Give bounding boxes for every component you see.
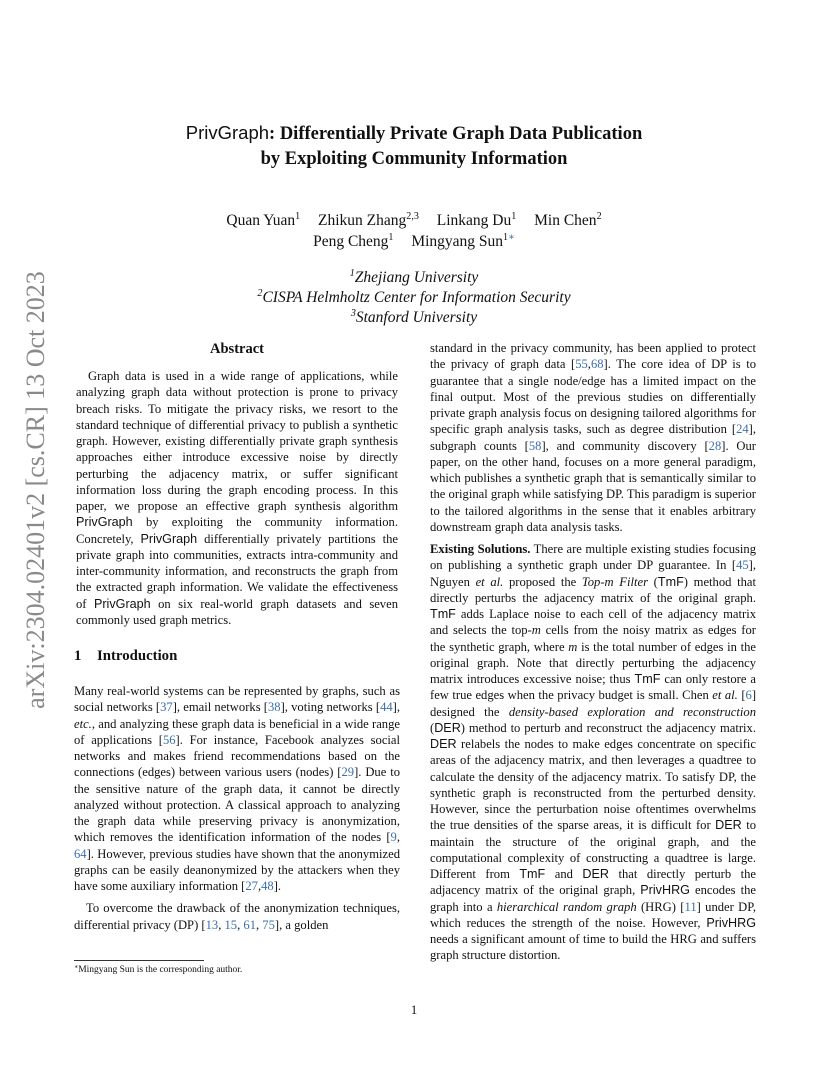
text-run: encodes the graph into a — [430, 883, 756, 914]
citation-link[interactable]: 38 — [267, 700, 281, 715]
section-number: 1 — [74, 648, 82, 664]
text-run: by exploiting the community information. Concretely, — [76, 515, 398, 546]
method-name: TmF — [519, 867, 546, 881]
method-name: TmF — [430, 607, 456, 621]
author-row-1 — [60, 210, 768, 231]
right-paragraph-1 — [430, 340, 756, 535]
text-run: ] under DP, which reduces the strength of the noise. However, — [430, 899, 757, 930]
author: Quan Yuan$^1$ — [226, 210, 301, 229]
emphasis-text: et al. — [712, 688, 738, 703]
author-row-2 — [60, 231, 768, 252]
text-run: , and analyzing these graph data is beneficial in a wide range of applications [ — [74, 716, 400, 747]
emphasis-text: hierarchical random graph — [496, 899, 637, 914]
text-run: , — [587, 357, 591, 372]
citation-link[interactable]: 64 — [74, 846, 87, 861]
text-run: can only restore a few true edges when the privacy budget is small. Chen — [430, 672, 756, 703]
text-run: , — [257, 879, 262, 893]
text-run: ], Nguyen — [430, 558, 756, 589]
method-name: PrivGraph — [93, 596, 151, 611]
text-run: , — [218, 917, 225, 932]
affiliation: $^2$CISPA Helmholtz Center for Information Security — [257, 287, 571, 306]
emphasis-text: etc. — [74, 716, 92, 731]
section-heading — [74, 647, 400, 665]
author: Linkang Du$^1$ — [436, 210, 517, 229]
citation-link[interactable]: 48 — [261, 879, 274, 893]
emphasis-text: et al. — [475, 574, 504, 589]
text-run: Graph data is used in a wide range of applications, while analyzing graph data without protection is prone to privacy breach risks. To mitigate the privacy risks, we resort to the standard technique of differential privacy to publish a synthetic graph. However, existing differentially private graph synthesis approaches either introduce excessive noise by directly perturbing the adjacency matrix, or suffer significant information loss during the graph encoding process. In this paper, we propose an effective graph synthesis algorithm — [76, 369, 398, 513]
text-run: ]. — [273, 879, 282, 893]
text-run: ) method that directly perturbs the adjacency matrix of the original graph. — [430, 574, 757, 605]
citation-link[interactable]: 44 — [380, 700, 393, 715]
method-name: TmF — [634, 672, 661, 686]
text-run: ], voting networks [ — [280, 700, 381, 715]
text-run: ( — [648, 574, 658, 589]
text-run: ], subgraph counts [ — [430, 422, 756, 453]
text-run: and — [545, 867, 583, 881]
arxiv-identifier-stamp: arXiv:2304.02401v2 [cs.CR] 13 Oct 2023 — [21, 271, 50, 709]
emphasis-text: m — [568, 639, 578, 654]
paper-title — [60, 120, 768, 172]
method-name: PrivHRG — [706, 915, 756, 930]
affiliation: $^1$Zhejiang University — [349, 267, 479, 286]
method-name: PrivGraph — [76, 515, 133, 530]
citation-link[interactable]: 6 — [745, 688, 752, 703]
citation-link[interactable]: 37 — [160, 700, 173, 715]
text-run: ] designed the — [430, 688, 757, 719]
emphasis-text: m — [531, 623, 541, 638]
text-run: ], a golden — [274, 917, 329, 932]
title-line-1 — [60, 120, 768, 147]
citation-link[interactable]: 61 — [243, 917, 256, 932]
method-name: DER — [582, 867, 609, 881]
author: Min Chen$^2$ — [534, 210, 602, 229]
text-run: ], and community discovery [ — [541, 438, 709, 453]
citation-link[interactable]: 11 — [684, 899, 697, 914]
text-run: adds Laplace noise to each cell of the adjacency matrix and selects the top- — [430, 607, 756, 638]
method-name: PrivHRG — [640, 883, 690, 898]
text-run: on six real-world graph datasets and seven commonly used graph metrics. — [76, 596, 398, 627]
text-run: ]. Our paper, on the other hand, focuses on a more general paradigm, which publishes a synthetic graph that is semantically similar to the original graph while satisfying DP. This paradigm is superior to the tailored algorithms in the sense that it enables arbitrary downstream graph data analysis tasks. — [430, 438, 756, 534]
text-run: that directly perturb the adjacency matrix of the original graph, — [430, 867, 756, 898]
title-line-2: by Exploiting Community Information — [260, 149, 568, 169]
title-system-name: PrivGraph — [185, 122, 270, 143]
citation-link[interactable]: 55 — [575, 357, 588, 372]
text-run: ]. The core idea of DP is to guarantee that a single node/edge has a limited impact on the final output. Most of the previous studies on differentially private graph analysis focus on designing tailored algorithms for specific graph analysis tasks, such as degree distribution [ — [430, 357, 756, 437]
method-name: DER — [434, 720, 461, 735]
right-column — [430, 340, 756, 964]
footnote-link[interactable]: ∗ — [508, 231, 515, 243]
author: Peng Cheng$^1$ — [313, 231, 394, 250]
affiliation: $^3$Stanford University — [350, 307, 478, 326]
existing-solutions-paragraph — [430, 541, 756, 964]
text-run: ], email networks [ — [172, 700, 268, 715]
citation-link[interactable]: 29 — [341, 765, 355, 780]
section-title: Introduction — [97, 648, 178, 664]
abstract-heading: Abstract — [210, 341, 264, 357]
citation-link[interactable]: 56 — [162, 732, 176, 747]
footnote-rule — [74, 960, 204, 961]
author: Zhikun Zhang$^{2,3}$ — [318, 210, 419, 229]
method-name: TmF — [657, 574, 684, 589]
text-run: ( — [430, 720, 435, 735]
emphasis-text: Top-m Filter — [581, 574, 648, 589]
text-run: proposed the — [503, 574, 582, 589]
citation-link[interactable]: 9 — [390, 830, 397, 845]
affiliation-list — [60, 268, 768, 328]
text-run: needs a significant amount of time to build the HRG and suffers graph structure distortion. — [430, 932, 756, 963]
author-list — [60, 210, 768, 252]
intro-paragraph-2 — [74, 900, 400, 933]
text-run: To overcome the drawback of the anonymization techniques, differential privacy (DP) [ — [74, 901, 400, 932]
footnote-text: Mingyang Sun is the corresponding author. — [78, 965, 243, 975]
text-run: (HRG) [ — [636, 899, 685, 914]
method-name: PrivGraph — [140, 531, 198, 546]
citation-link[interactable]: 45 — [736, 558, 749, 573]
paragraph-heading: Existing Solutions. — [430, 542, 531, 556]
footnote — [74, 964, 400, 976]
text-run: , — [396, 830, 400, 845]
text-run: , — [237, 917, 244, 932]
text-run: [ — [737, 688, 746, 703]
text-run: ) method to perturb and reconstruct the adjacency matrix. — [460, 720, 756, 735]
text-run: relabels the nodes to make edges concentrate on specific areas of the adjacency matrix, and then leverages a quadtree to calculate the density of the adjacency matrix. To satisfy DP, the synthetic graph is reconstructed from the perturbed density. However, since the perturbation noise oftentimes overwhelms the true densities of the sparse areas, it is difficult for — [430, 737, 756, 833]
intro-paragraph-1 — [74, 683, 400, 894]
method-name: DER — [715, 818, 742, 833]
text-run: ], — [392, 700, 400, 715]
text-run: standard in the privacy community, has been applied to protect the privacy of graph data [ — [430, 341, 756, 372]
abstract-body — [74, 368, 400, 628]
paper-header — [60, 120, 768, 328]
left-column — [74, 340, 400, 933]
page-number: 1 — [410, 1003, 418, 1017]
text-run: Many real-world systems can be represented by graphs, such as social networks [ — [74, 684, 400, 715]
text-run: ]. However, previous studies have shown that the anonymized graphs can be easily deanonymized by the attackers when they have some auxiliary information [ — [74, 846, 400, 893]
text-run: ]. Due to the sensitive nature of the graph data, it cannot be directly analyzed without protection. A classical approach to analyzing the graph data while preserving privacy is anonymization, which removes the identification information of the nodes [ — [74, 765, 400, 845]
text-run: ]. For instance, Facebook analyzes social networks and makes friend recommendations based on the connections (edges) between various users (nodes) [ — [74, 732, 400, 780]
author: Mingyang Sun$^{1∗}$ — [411, 231, 515, 250]
citation-link[interactable]: 15 — [224, 917, 238, 932]
citation-link[interactable]: 24 — [736, 422, 749, 437]
text-run: differentially privately partitions the private graph into communities, extracts intra-community and inter-community information, and reconstructs the graph from the extracted graph information. We validate the effectiveness of — [76, 531, 398, 611]
footnote-mark: ∗ — [74, 964, 79, 971]
title-line-1-rest: : Differentially Private Graph Data Publication — [269, 124, 643, 144]
citation-link[interactable]: 13 — [205, 917, 219, 932]
citation-link[interactable]: 28 — [708, 438, 722, 453]
text-run: There are multiple existing studies focusing on publishing a synthetic graph under DP guarantee. In [ — [430, 542, 756, 573]
text-run: to maintain the structure of the original graph, and the computational complexity of constructing a quadtree is large. Different from — [430, 818, 756, 881]
citation-link[interactable]: 58 — [528, 438, 542, 453]
text-run: cells from the noisy matrix as edges for the synthetic graph, where — [430, 623, 756, 654]
method-name: DER — [430, 737, 457, 751]
citation-link[interactable]: 68 — [590, 357, 604, 372]
text-run: is the total number of edges in the original graph. Note that directly perturbing the adjacency matrix introduces excessive noise; thus — [430, 639, 756, 686]
citation-link[interactable]: 27 — [245, 879, 258, 893]
citation-link[interactable]: 75 — [262, 917, 275, 932]
text-run: , — [255, 917, 263, 932]
emphasis-text: density-based exploration and reconstruction — [508, 704, 756, 719]
